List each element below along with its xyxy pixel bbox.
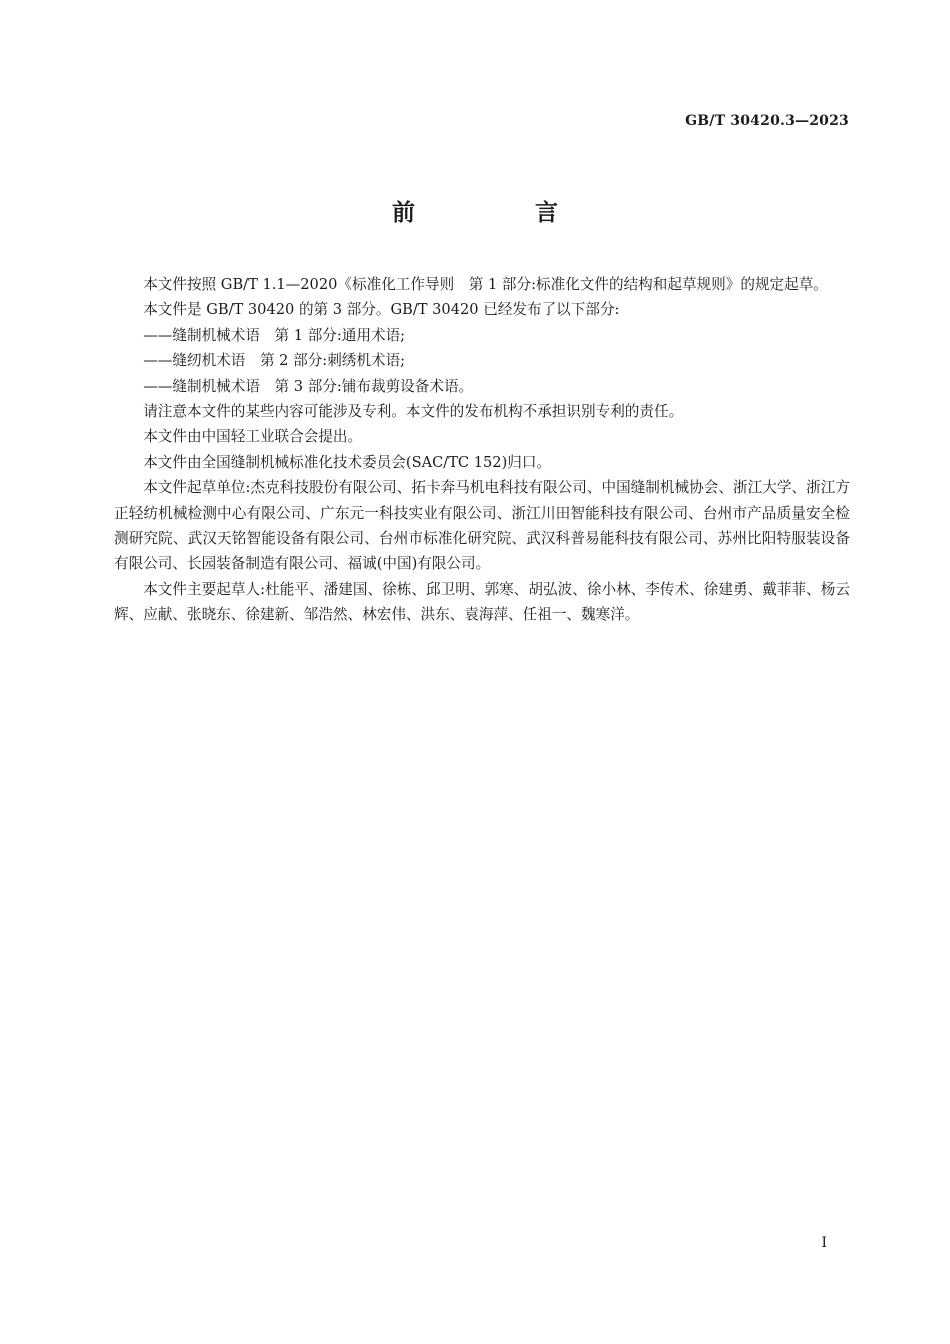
paragraph-centralized-by: 本文件由全国缝制机械标准化技术委员会(SAC/TC 152)归口。 bbox=[143, 453, 552, 471]
foreword-body bbox=[114, 272, 850, 628]
standard-code: GB/T 30420.3—2023 bbox=[685, 113, 849, 129]
paragraph-patent-notice: 请注意本文件的某些内容可能涉及专利。本文件的发布机构不承担识别专利的责任。 bbox=[143, 403, 684, 421]
list-item-part-2: ——缝纫机术语 第 2 部分:刺绣机术语; bbox=[143, 352, 406, 370]
page-title: 前 言 bbox=[391, 200, 614, 226]
paragraph-drafters: 本文件主要起草人:杜能平、潘建国、徐栋、邱卫明、郭寒、胡弘波、徐小林、李传术、徐建勇、戴菲菲、杨云辉、应献、张晓东、徐建新、邹浩然、林宏伟、洪东、袁海萍、任祖一、魏寒洋。 bbox=[114, 580, 850, 624]
paragraph-part-overview: 本文件是 GB/T 30420 的第 3 部分。GB/T 30420 已经发布了以下部分: bbox=[143, 301, 620, 319]
paragraph-proposer: 本文件由中国轻工业联合会提出。 bbox=[143, 428, 363, 446]
list-item-part-1: ——缝制机械术语 第 1 部分:通用术语; bbox=[143, 326, 406, 344]
page-number: I bbox=[821, 1235, 827, 1251]
paragraph-drafting-units: 本文件起草单位:杰克科技股份有限公司、拓卡奔马机电科技有限公司、中国缝制机械协会、浙江大学、浙江方正轻纺机械检测中心有限公司、广东元一科技实业有限公司、浙江川田智能科技有限公司、台州市产品质量安全检测研究院、武汉天铭智能设备有限公司、台州市标准化研究院、武汉科普易能科技有限公司、苏州比阳特服装设备有限公司、长园装备制造有限公司、福诚(中国)有限公司。 bbox=[114, 479, 850, 573]
paragraph-drafting-rules: 本文件按照 GB/T 1.1—2020《标准化工作导则 第 1 部分:标准化文件的结构和起草规则》的规定起草。 bbox=[143, 276, 828, 293]
list-item-part-3: ——缝制机械术语 第 3 部分:铺布裁剪设备术语。 bbox=[143, 377, 474, 395]
